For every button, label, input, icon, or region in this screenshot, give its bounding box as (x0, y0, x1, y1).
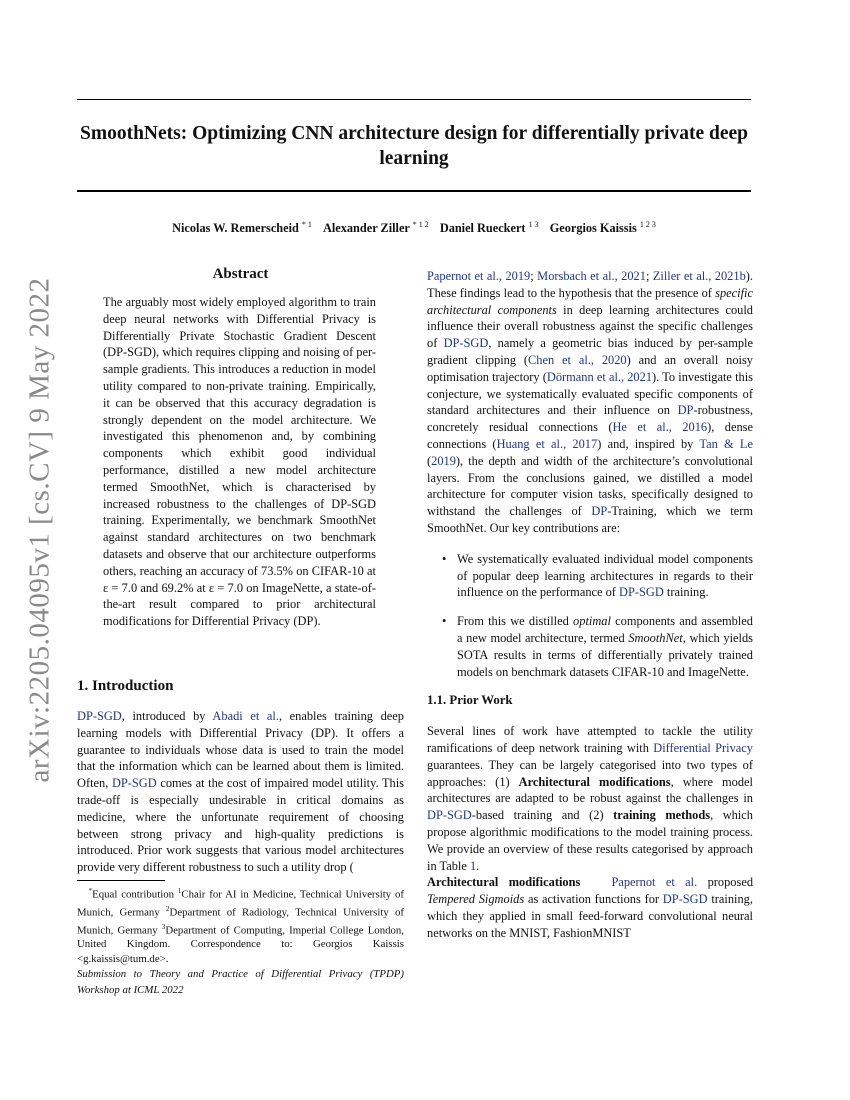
citation-abadi[interactable]: Abadi et al. (212, 709, 279, 723)
introduction-paragraph: DP-SGD, introduced by Abadi et al., enables training deep learning models with Differential Privacy (DP). It offers a guarantee to individuals whose data is used to train the model that the information which can be learned about them is limited. Often, DP-SGD comes at the cost of impaired model utility. This trade-off is especially undesirable in critical domains as medicine, where the unfortunate requirement of choosing between strong privacy and high-quality predictions is introduced. Prior work suggests that various model architectures provide very different robustness to such a utility drop ( (77, 709, 404, 875)
list-item: • We systematically evaluated individual model components of popular deep learning architectures in regards to their influence on the performance of DP-SGD training. (457, 551, 753, 601)
citation-chen[interactable]: Chen et al., 2020 (528, 352, 627, 367)
prior-work-paragraph: Several lines of work have attempted to tackle the utility ramifications of deep network training with Differential Privacy guarantees. They can be largely categorised into two types of approaches: (1) Architectural modifications, where model architectures are adapted to be robust against the challenges in DP-SGD-based training and (2) training methods, which propose algorithmic modifications to the model training process. We provide an overview of these results categorised by approach in Table 1. (427, 724, 754, 873)
citation-tan-le[interactable]: Tan & Le (699, 436, 754, 451)
author: Daniel Rueckert $^{1 3}$ (439, 220, 539, 236)
author: Nicolas W. Remerscheid $^{* 1}$ (172, 220, 312, 236)
citation-papernot[interactable]: Papernot et al., 2019 (427, 269, 531, 283)
link-dp[interactable]: DP (677, 403, 694, 418)
affiliations-footnote: *Equal contribution $^1$Chair for AI in Medicine, Technical University of Munich, Germany $^2$Department of Radiology, Technical University of Munich, Germany $^3$Department of Computing, Imperial College London, United Kingdom. Correspondence to: Georgios Kaissis <g.kaissis@tum.de>. (77, 887, 405, 965)
citation-tan-le-year[interactable]: 2019 (431, 453, 456, 468)
link-dp-sgd[interactable]: DP-SGD (443, 336, 489, 351)
citation-huang[interactable]: Huang et al., 2017 (496, 436, 598, 451)
title-rule-top (77, 99, 751, 100)
abstract-body: The arguably most widely employed algorithm to train deep neural networks with Differential Privacy is Differentially Private Stochastic Gradient Descent (DP-SGD), which requires clipping and noising of per-sample gradients. This introduces a reduction in model utility compared to non-private training. Empirically, it can be observed that this accuracy degradation is strongly dependent on the model architecture. We investigated this phenomenon and, by combining components which exhibit good individual performance, distilled a new model architecture termed SmoothNet, which is characterised by increased robustness to the challenges of DP-SGD training. Experimentally, we benchmark SmoothNet against standard architectures on two benchmark datasets and observe that our architecture outperforms others, reaching an accuracy of 73.5% on CIFAR-10 at ε = 7.0 and 69.2% at ε = 7.0 on ImageNette, a state-of-the-art result compared to prior architectural modifications for Differential Privacy (DP). (103, 295, 376, 629)
link-dp-sgd[interactable]: DP-SGD (111, 776, 157, 791)
citation-ziller[interactable]: Ziller et al., 2021b (652, 269, 746, 283)
arxiv-stamp: arXiv:2205.04095v1 [cs.CV] 9 May 2022 (23, 277, 56, 783)
author: Alexander Ziller $^{* 1 2}$ (323, 220, 429, 236)
submission-note: Submission to Theory and Practice of Differential Privacy (TPDP) Workshop at ICML 2022 (77, 968, 404, 996)
link-differential-privacy[interactable]: Differential Privacy (653, 740, 753, 755)
footnote-rule (77, 880, 165, 881)
paragraph-heading: Architectural modifications (427, 875, 581, 890)
citation-dormann[interactable]: Dörmann et al., 2021 (546, 369, 653, 384)
link-table-1[interactable]: 1 (469, 858, 477, 873)
paper-title: SmoothNets: Optimizing CNN architecture design for differentially private deep learning (80, 123, 748, 169)
right-column (427, 268, 753, 941)
section-heading-introduction: 1. Introduction (77, 678, 174, 694)
abstract-heading: Abstract (212, 266, 269, 282)
title-rule-bottom (77, 190, 751, 192)
architectural-modifications-paragraph: Architectural modifications Papernot et al. proposed Tempered Sigmoids as activation functions for DP-SGD training, which they applied in small feed-forward convolutional neural networks on the MNIST, FashionMNIST (427, 875, 754, 940)
author: Georgios Kaissis $^{1 2 3}$ (549, 220, 656, 236)
introduction-paragraph-continued: Papernot et al., 2019; Morsbach et al., 2021; Ziller et al., 2021b). These findings lead to the hypothesis that the presence of specific architectural components in deep learning architectures could influence their overall robustness against the specific challenges of DP-SGD, namely a geometric bias induced by per-sample gradient clipping (Chen et al., 2020) and an overall noisy optimisation trajectory (Dörmann et al., 2021). To investigate this conjecture, we systematically evaluated specific components of standard architectures and their influence on DP-robustness, concretely residual connections (He et al., 2016), dense connections (Huang et al., 2017) and, inspired by Tan & Le (2019), the depth and width of the architecture’s convolutional layers. From the conclusions gained, we distilled a model architecture for computer vision tasks, specifically designed to withstand the challenges of DP-Training, which we term SmoothNet. Our key contributions are: (427, 269, 754, 535)
citation-he[interactable]: He et al., 2016 (612, 420, 708, 435)
link-dp-sgd[interactable]: DP-SGD (619, 585, 664, 600)
link-dp-sgd[interactable]: DP-SGD (77, 709, 122, 723)
contributions-list (427, 551, 753, 681)
link-dp-sgd[interactable]: DP-SGD (662, 892, 708, 907)
author-list (77, 220, 751, 236)
link-dp-sgd[interactable]: DP-SGD (427, 808, 472, 823)
citation-papernot[interactable]: Papernot et al. (611, 875, 698, 890)
list-item: • From this we distilled optimal components and assembled a new model architecture, termed SmoothNet, which yields SOTA results in terms of differentially privately trained models on benchmark datasets CIFAR-10 and ImageNette. (457, 613, 753, 680)
subsection-heading-prior-work: 1.1. Prior Work (427, 693, 513, 708)
link-dp[interactable]: DP (591, 504, 608, 519)
citation-morsbach[interactable]: Morsbach et al., 2021 (537, 269, 646, 283)
